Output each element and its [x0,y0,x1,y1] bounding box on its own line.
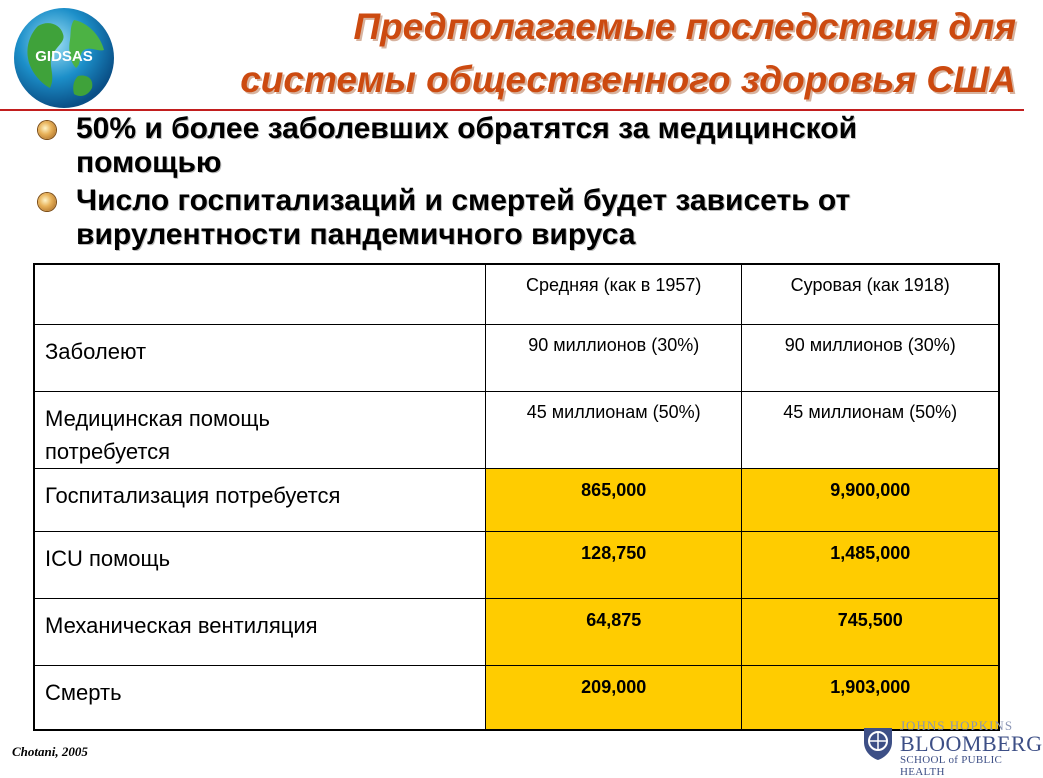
moderate-value: 209,000 [485,665,742,730]
table-row [34,324,999,391]
bullet-item [38,112,1013,180]
moderate-value: 128,750 [485,531,742,598]
moderate-value: 64,875 [485,598,742,665]
bullet-text-line: помощью [76,146,222,179]
table-header-empty [34,264,485,324]
row-label: ICU помощь [34,531,485,598]
bullet-text-line: 50% и более заболевших обратятся за медицинской [76,112,858,145]
source-credit: Chotani, 2005 [12,744,88,759]
bullet-text-line: вирулентности пандемичного вируса [76,218,636,251]
row-label: Смерть [34,665,485,730]
moderate-value: 45 миллионам (50%) [485,391,742,468]
moderate-value: 865,000 [485,468,742,531]
severe-value: 1,903,000 [742,665,999,730]
severe-value: 9,900,000 [742,468,999,531]
row-label: Госпитализация потребуется [34,468,485,531]
jhsph-logo-line: BLOOMBERG [900,731,1043,756]
bullet-icon [38,193,56,211]
jhsph-logo-line: SCHOOL of PUBLIC HEALTH [900,754,1003,778]
jhsph-logo-line: JOHNS HOPKINS [900,718,1014,733]
table-row [34,391,999,468]
bullet-item [38,184,1013,252]
table-header-row [34,264,999,324]
slide-title-line-1: Предполагаемые последствия для [353,6,1016,47]
table-row [34,598,999,665]
slide-title [130,0,1016,106]
row-label: Заболеют [34,324,485,391]
jhsph-shield-icon [858,722,898,762]
impact-table [33,263,1000,731]
severe-value: 90 миллионов (30%) [742,324,999,391]
title-divider [0,109,1024,111]
severe-value: 745,500 [742,598,999,665]
table-row [34,531,999,598]
row-label-line: потребуется [45,438,171,464]
table-row [34,468,999,531]
bullet-text-line: Число госпитализаций и смертей будет зависеть от [76,184,851,217]
row-label [34,391,485,468]
bullet-list [38,112,1013,256]
severe-value: 45 миллионам (50%) [742,391,999,468]
table-header-severe: Суровая (как 1918) [742,264,999,324]
gidsas-logo-text: GIDSAS [35,48,93,65]
row-label: Механическая вентиляция [34,598,485,665]
moderate-value: 90 миллионов (30%) [485,324,742,391]
table-header-moderate: Средняя (как в 1957) [485,264,742,324]
table-row [34,665,999,730]
slide-title-line-2: системы общественного здоровья США [240,59,1016,100]
row-label-line: Медицинская помощь [45,405,270,431]
bullet-icon [38,121,56,139]
severe-value: 1,485,000 [742,531,999,598]
jhsph-logo [858,718,1043,778]
gidsas-globe-logo [8,6,120,110]
